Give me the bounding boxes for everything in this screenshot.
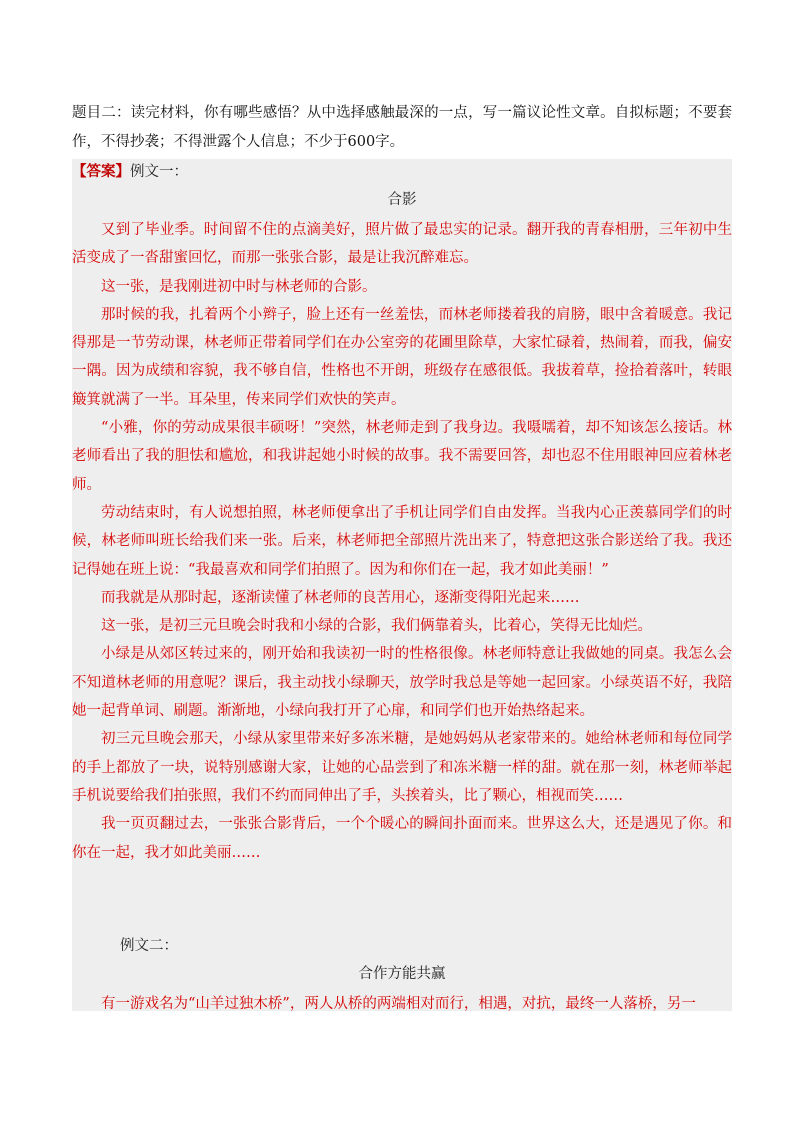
paragraph: 劳动结束时，有人说想拍照，林老师便拿出了手机让同学们自由发挥。当我内心正羡慕同学们的时候，林老师叫班长给我们来一张。后来，林老师把全部照片洗出来了，特意把这张合影送给了我。我还记得她在班上说：“我最喜欢和同学们拍照了。因为和你们在一起，我才如此美丽！” — [72, 504, 732, 578]
example2-body — [72, 990, 732, 1012]
example2-label: 例文二： — [120, 938, 178, 954]
example2-title: 合作方能共赢 — [358, 966, 446, 982]
paragraph: 小绿是从郊区转过来的，刚开始和我读初一时的性格很像。林老师特意让我做她的同桌。我怎么会不知道林老师的用意呢？课后，我主动找小绿聊天，放学时我总是等她一起回家。小绿英语不好，我陪她一起背单词、刷题。渐渐地，小绿向我打开了心扉，和同学们也开始热络起来。 — [72, 646, 732, 720]
example1-body — [72, 216, 732, 867]
essay-prompt: 题目二：读完材料，你有哪些感悟？从中选择感触最深的一点，写一篇议论性文章。自拟标题；不要套作，不得抄袭；不得泄露个人信息；不少于600字。 — [72, 105, 732, 150]
example1-label: 例文一： — [130, 164, 188, 180]
paragraph: 又到了毕业季。时间留不住的点滴美好，照片做了最忠实的记录。翻开我的青春相册，三年初中生活变成了一沓甜蜜回忆，而那一张张合影，最是让我沉醉难忘。 — [72, 222, 732, 267]
answer-tag: 【答案】 — [72, 163, 130, 180]
paragraph: “小雅，你的劳动成果很丰硕呀！”突然，林老师走到了我身边。我嗫嚅着，却不知该怎么接话。林老师看出了我的胆怯和尴尬，和我讲起她小时候的故事。我不需要回答，却也忍不住用眼神回应着林老师。 — [72, 420, 732, 493]
paragraph: 那时候的我，扎着两个小辫子，脸上还有一丝羞怯，而林老师搂着我的肩膀，眼中含着暖意。我记得那是一节劳动课，林老师正带着同学们在办公室旁的花圃里除草，大家忙碌着，热闹着，而我，偏安一隅。因为成绩和容貌，我不够自信，性格也不开朗，班级存在感很低。我拔着草，捡拾着落叶，转眼簸箕就满了一半。耳朵里，传来同学们欢快的笑声。 — [72, 306, 732, 408]
paragraph: 有一游戏名为“山羊过独木桥”，两人从桥的两端相对而行，相遇，对抗，最终一人落桥，另一 — [101, 996, 696, 1012]
paragraph: 这一张，是我刚进初中时与林老师的合影。 — [101, 278, 377, 295]
paragraph: 初三元旦晚会那天，小绿从家里带来好多冻米糖，是她妈妈从老家带来的。她给林老师和每位同学的手上都放了一块，说特别感谢大家，让她的心品尝到了和冻米糖一样的甜。就在那一刻，林老师举起手机说要给我们拍张照，我们不约而同伸出了手，头挨着头，比了颗心，相视而笑…… — [72, 731, 732, 804]
paragraph: 这一张，是初三元旦晚会时我和小绿的合影，我们俩靠着头，比着心，笑得无比灿烂。 — [101, 618, 652, 635]
paragraph: 我一页页翻过去，一张张合影背后，一个个暖心的瞬间扑面而来。世界这么大，还是遇见了你。和你在一起，我才如此美丽…… — [72, 816, 732, 861]
example1-title: 合影 — [387, 192, 417, 208]
answer-header — [72, 160, 188, 184]
paragraph: 而我就是从那时起，逐渐读懂了林老师的良苦用心，逐渐变得阳光起来…… — [101, 589, 580, 606]
